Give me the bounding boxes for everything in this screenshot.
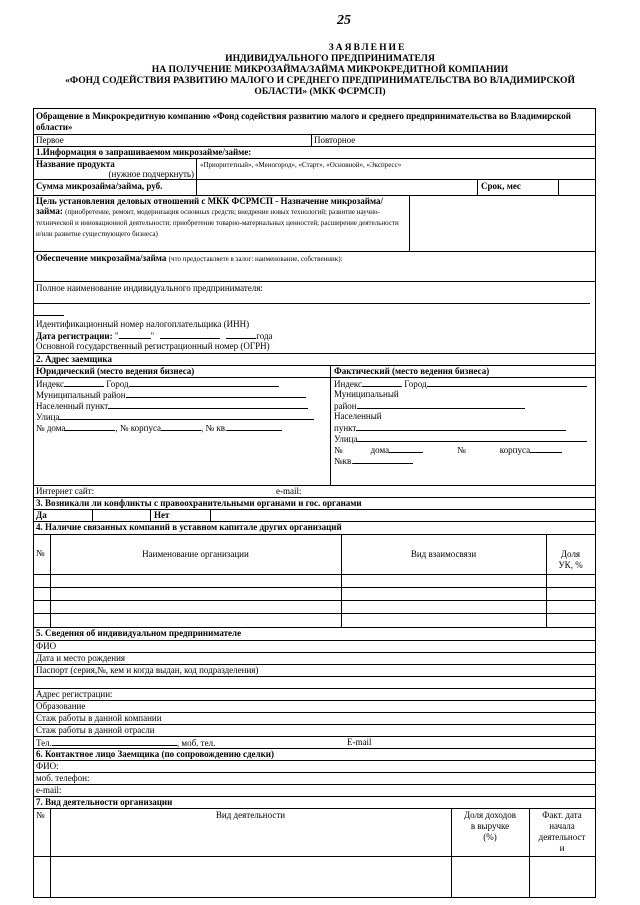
inn-label: Идентификационный номер налогоплательщика (ИНН) bbox=[36, 319, 250, 329]
product-label: Название продукта bbox=[36, 159, 115, 169]
actual-house-field[interactable] bbox=[389, 444, 423, 453]
s5-email[interactable]: E-mail bbox=[347, 737, 372, 747]
actual-district-a: Муниципальный bbox=[334, 389, 399, 399]
legal-corpus-field[interactable] bbox=[161, 422, 201, 431]
section5-heading: 5. Сведения об индивидуальном предпринимателе bbox=[36, 628, 242, 638]
actual-index-field[interactable] bbox=[362, 378, 402, 387]
doc-title: ЗАЯВЛЕНИЕ bbox=[328, 42, 407, 53]
actual-settlement-a: Населенный bbox=[334, 411, 382, 421]
s7-col-date2: начала bbox=[549, 821, 575, 831]
s6-fio[interactable]: ФИО: bbox=[36, 761, 59, 771]
doc-title-line4: «ФОНД СОДЕЙСТВИЯ РАЗВИТИЮ МАЛОГО И СРЕДНЕГО ПРЕДПРИНИМАТЕЛЬСТВА ВО ВЛАДИМИРСКОЙ bbox=[65, 75, 575, 86]
ip-fullname-line2[interactable] bbox=[34, 306, 64, 316]
actual-street-field[interactable] bbox=[357, 433, 587, 442]
legal-house-row: № дома , № корпуса , № кв. bbox=[36, 422, 282, 434]
legal-address-heading: Юридический (место ведения бизнеса) bbox=[36, 366, 195, 376]
s4-col-no: № bbox=[36, 548, 45, 558]
conflict-no[interactable]: Нет bbox=[154, 510, 170, 520]
s7-col-date4: и bbox=[559, 843, 565, 853]
actual-settlement-field[interactable] bbox=[356, 422, 566, 431]
actual-district-field[interactable] bbox=[357, 400, 525, 409]
ip-fullname-line[interactable] bbox=[34, 294, 590, 304]
doc-title-line3: НА ПОЛУЧЕНИЕ МИКРОЗАЙМА/ЗАЙМА МИКРОКРЕДИТНОЙ КОМПАНИИ bbox=[151, 64, 509, 75]
s7-col-share3: (%) bbox=[483, 832, 497, 842]
s7-col-no: № bbox=[36, 810, 45, 820]
appeal-first[interactable]: Первое bbox=[36, 135, 64, 145]
legal-index-row: Индекс Город bbox=[36, 378, 279, 390]
actual-city-field[interactable] bbox=[427, 378, 587, 387]
reg-year-field[interactable] bbox=[226, 330, 256, 339]
doc-title-line5: ОБЛАСТИ» (МКК ФСРМСП) bbox=[254, 86, 386, 97]
legal-settlement-field[interactable] bbox=[108, 400, 308, 409]
section2-heading: 2. Адрес заемщика bbox=[36, 354, 112, 364]
reg-day-field[interactable] bbox=[119, 330, 151, 339]
s6-mobile[interactable]: моб. телефон: bbox=[36, 773, 90, 783]
collateral-label: Обеспечение микрозайма/займа (что предоставляете в залог: наименование, собственник): bbox=[36, 253, 343, 263]
address-email-label[interactable]: e-mail: bbox=[276, 486, 302, 496]
legal-index-field[interactable] bbox=[64, 378, 104, 387]
actual-house-row: № дома № корпуса bbox=[334, 444, 594, 456]
s5-address[interactable]: Адрес регистрации: bbox=[36, 689, 113, 699]
actual-index-row: Индекс Город bbox=[334, 378, 587, 390]
purpose-hint: (приобретение, ремонт, модернизация основных средств; внедрение новых технологий; развитие научно-технической и инновационной деятельности; приобретение товарно-материальных ценностей; расширение деятельности и/или развитие существующего бизнеса) bbox=[36, 208, 399, 238]
s4-col-name: Наименование организации bbox=[142, 549, 249, 559]
actual-address-heading: Фактический (место ведения бизнеса) bbox=[334, 366, 490, 376]
s7-col-share2: в выручке bbox=[470, 821, 510, 831]
s5-phone-row: Тел. , моб. тел. bbox=[36, 738, 216, 748]
s5-fio[interactable]: ФИО bbox=[36, 641, 57, 651]
actual-district-row: район bbox=[334, 400, 525, 412]
conflict-yes[interactable]: Да bbox=[36, 510, 47, 520]
legal-street-row: Улица bbox=[36, 411, 314, 423]
s5-education[interactable]: Образование bbox=[36, 701, 86, 711]
product-options[interactable]: «Приоритетный», «Меногород», «Старт», «Основной», «Экспресс» bbox=[200, 161, 402, 169]
actual-flat-row: №кв. bbox=[334, 455, 413, 467]
actual-flat-field[interactable] bbox=[353, 455, 413, 464]
term-label: Срок, мес bbox=[481, 181, 521, 191]
legal-flat-field[interactable] bbox=[227, 422, 282, 431]
reg-month-field[interactable] bbox=[160, 330, 220, 339]
legal-street-field[interactable] bbox=[59, 411, 314, 420]
s5-exp-company[interactable]: Стаж работы в данной компании bbox=[36, 713, 162, 723]
legal-district-row: Муниципальный район bbox=[36, 389, 306, 401]
actual-corpus-field[interactable] bbox=[530, 444, 562, 453]
collateral-hint: (что предоставляете в залог: наименование, собственник): bbox=[168, 255, 343, 263]
doc-title-line2: ИНДИВИДУАЛЬНОГО ПРЕДПРИНИМАТЕЛЯ bbox=[225, 53, 435, 64]
s7-col-date1: Факт. дата bbox=[542, 810, 582, 820]
product-hint: (нужное подчеркнуть) bbox=[108, 169, 194, 179]
section7-heading: 7. Вид деятельности организации bbox=[36, 797, 173, 807]
s4-col-link: Вид взаимосвязи bbox=[410, 549, 477, 559]
ip-fullname-label: Полное наименование индивидуального предпринимателя: bbox=[36, 283, 263, 293]
s7-col-activity: Вид деятельности bbox=[215, 810, 286, 820]
page-number: 25 bbox=[337, 13, 351, 28]
application-form bbox=[33, 108, 596, 898]
ogrn-label: Основной государственный регистрационный номер (ОГРН) bbox=[36, 341, 270, 351]
s4-col-share1: Доля bbox=[560, 549, 581, 559]
actual-settlement-row: пункт bbox=[334, 422, 566, 434]
s7-col-date3: деятельност bbox=[538, 832, 586, 842]
appeal-text: Обращение в Микрокредитную компанию «Фонд содействия развитию малого и среднего предпринимательства во Владимирской области» bbox=[36, 111, 571, 132]
sum-label: Сумма микрозайма/займа, руб. bbox=[36, 181, 163, 191]
purpose-label: Цель установления деловых отношений с МКК ФСРМСП - Назначение микрозайма/займа: (приобретение, ремонт, модернизация основных средств; внедрение новых технологий; развитие научно-технической и инновационной деятельности; приобретение товарно-материальных ценностей; расширение деятельности и/или развитие существующего бизнеса) bbox=[36, 196, 399, 238]
s5-passport[interactable]: Паспорт (серия,№, кем и когда выдан, код подразделения) bbox=[36, 665, 259, 675]
s6-email[interactable]: e-mail: bbox=[36, 785, 62, 795]
section1-heading: 1.Информация о запрашиваемом микрозайме/займе: bbox=[36, 147, 252, 157]
legal-city-field[interactable] bbox=[129, 378, 279, 387]
legal-district-field[interactable] bbox=[126, 389, 306, 398]
section3-heading: 3. Возникали ли конфликты с правоохранительными органами и гос. органами bbox=[36, 498, 362, 508]
appeal-repeat[interactable]: Повторное bbox=[314, 135, 356, 145]
s5-phone-field[interactable] bbox=[52, 737, 177, 746]
site-label[interactable]: Интернет сайт: bbox=[36, 486, 95, 496]
s7-col-share1: Доля доходов bbox=[464, 810, 516, 820]
section6-heading: 6. Контактное лицо Заемщика (по сопровождению сделки) bbox=[36, 749, 274, 759]
s4-col-share2: УК, % bbox=[558, 560, 583, 570]
reg-date-row: Дата регистрации: " " года bbox=[36, 331, 273, 341]
actual-street-row: Улица bbox=[334, 433, 587, 445]
legal-settlement-row: Населенный пункт bbox=[36, 400, 308, 412]
section4-heading: 4. Наличие связанных компаний в уставном капитале других организаций bbox=[36, 522, 342, 532]
s5-birth[interactable]: Дата и место рождения bbox=[36, 653, 126, 663]
legal-house-field[interactable] bbox=[65, 422, 115, 431]
s5-exp-industry[interactable]: Стаж работы в данной отрасли bbox=[36, 725, 155, 735]
